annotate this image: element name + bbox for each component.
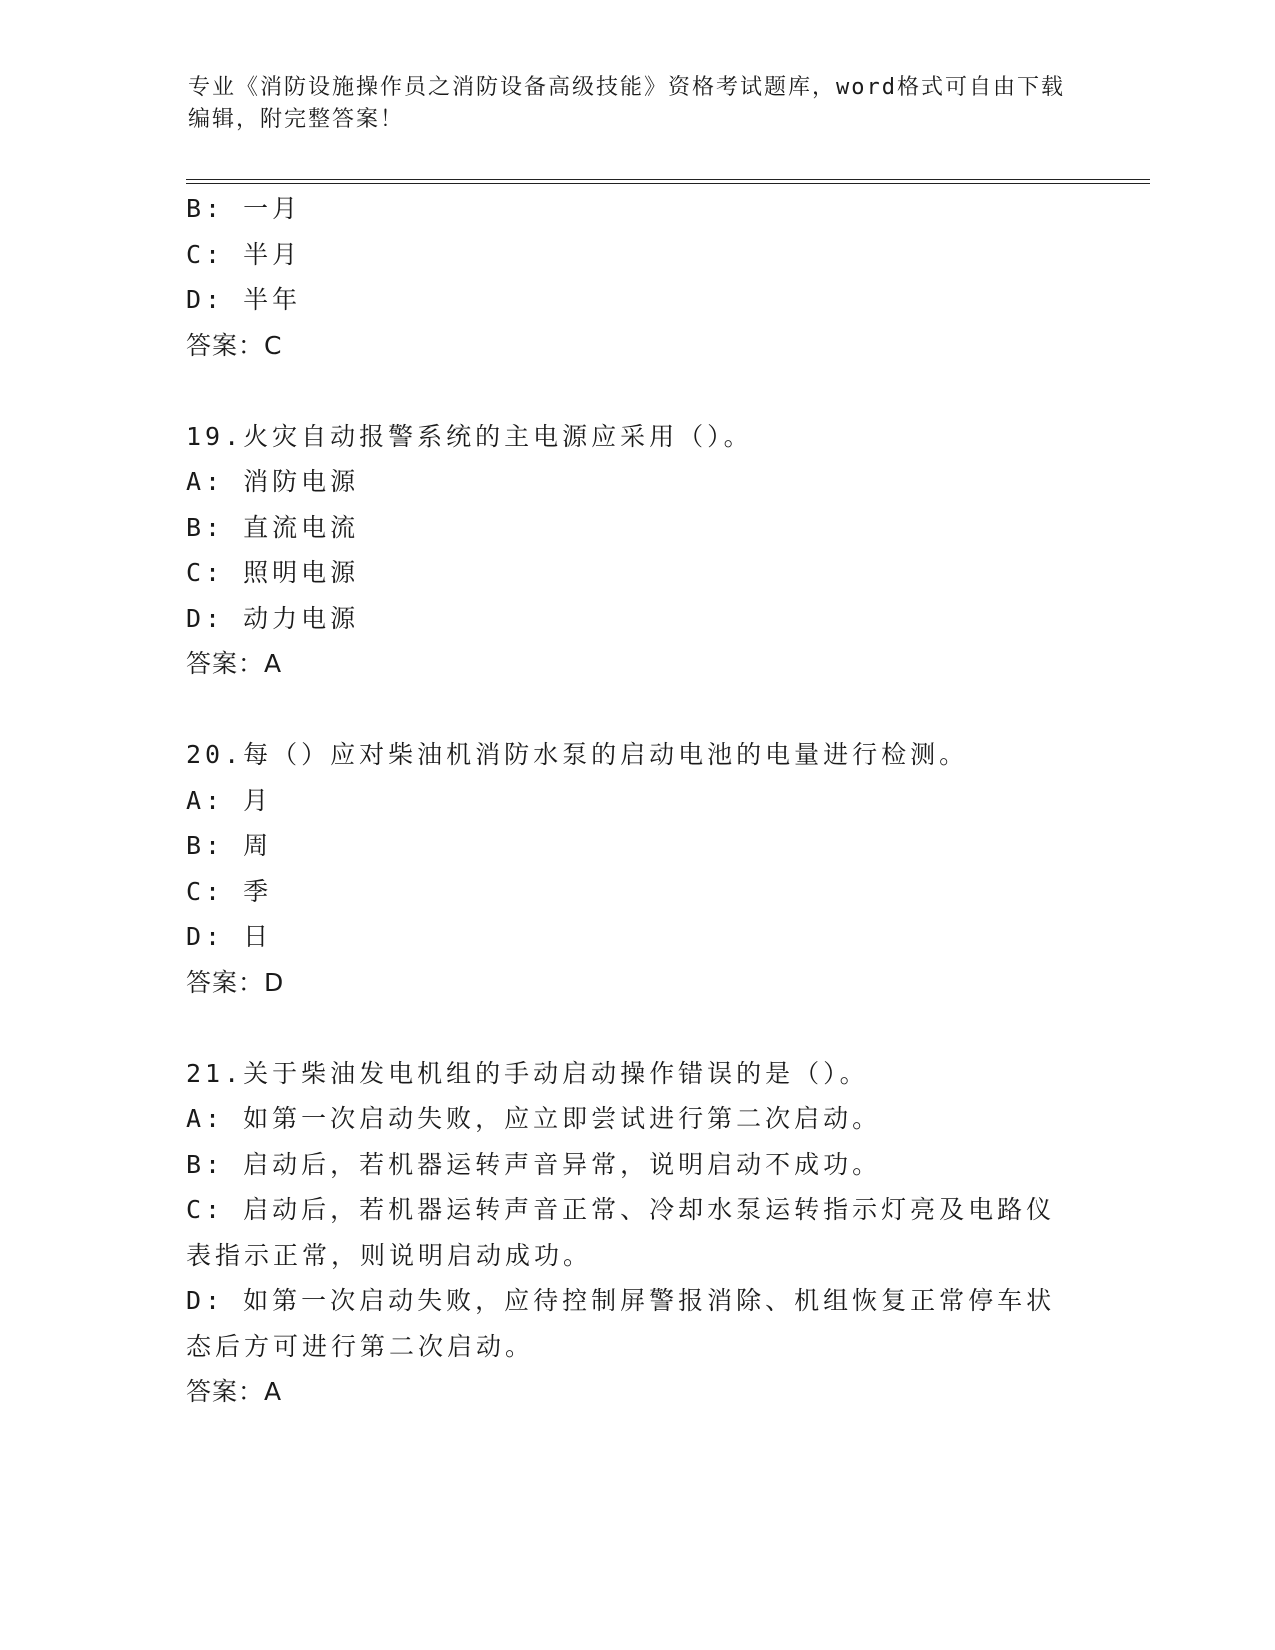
answer-line: 答案：A <box>186 649 283 678</box>
option-d: D: 如第一次启动失败，应待控制屏警报消除、机组恢复正常停车状态后方可进行第二次启动。 <box>186 1286 1056 1361</box>
option-b: B: 直流电流 <box>186 512 360 542</box>
question-stem: 19.火灾自动报警系统的主电源应采用（）。 <box>186 421 753 451</box>
document-header: 专业《消防设施操作员之消防设备高级技能》资格考试题库，word格式可自由下载编辑，附完整答案！ <box>188 75 1065 132</box>
option-a: A: 消防电源 <box>186 467 360 496</box>
question-stem: 20.每（）应对柴油机消防水泵的启动电池的电量进行检测。 <box>186 740 969 769</box>
option-c: C: 照明电源 <box>186 558 360 587</box>
option-a: A: 如第一次启动失败，应立即尝试进行第二次启动。 <box>186 1104 882 1133</box>
question-21 <box>186 1051 1086 1415</box>
option-c: C: 半月 <box>186 239 302 269</box>
option-c: C: 季 <box>186 876 273 906</box>
header-rule-top <box>186 179 1150 180</box>
answer-line: 答案：D <box>186 967 285 997</box>
answer-line: 答案：C <box>186 330 283 360</box>
question-19 <box>186 414 1086 687</box>
option-d: D: 半年 <box>186 285 302 314</box>
option-a: A: 月 <box>186 785 273 815</box>
option-b: B: 一月 <box>186 194 302 223</box>
question-20 <box>186 732 1086 1005</box>
option-c: C: 启动后，若机器运转声音正常、冷却水泵运转指示灯亮及电路仪表指示正常，则说明启动成功。 <box>186 1195 1056 1270</box>
option-b: B: 周 <box>186 831 273 860</box>
question-list <box>186 186 1086 1415</box>
option-d: D: 日 <box>186 922 273 951</box>
answer-line: 答案：A <box>186 1377 283 1406</box>
prev-question <box>186 186 1086 368</box>
option-d: D: 动力电源 <box>186 603 360 633</box>
header-rule-bottom <box>186 183 1150 184</box>
question-stem: 21.关于柴油发电机组的手动启动操作错误的是（）。 <box>186 1058 869 1088</box>
option-b: B: 启动后，若机器运转声音异常，说明启动不成功。 <box>186 1149 882 1179</box>
